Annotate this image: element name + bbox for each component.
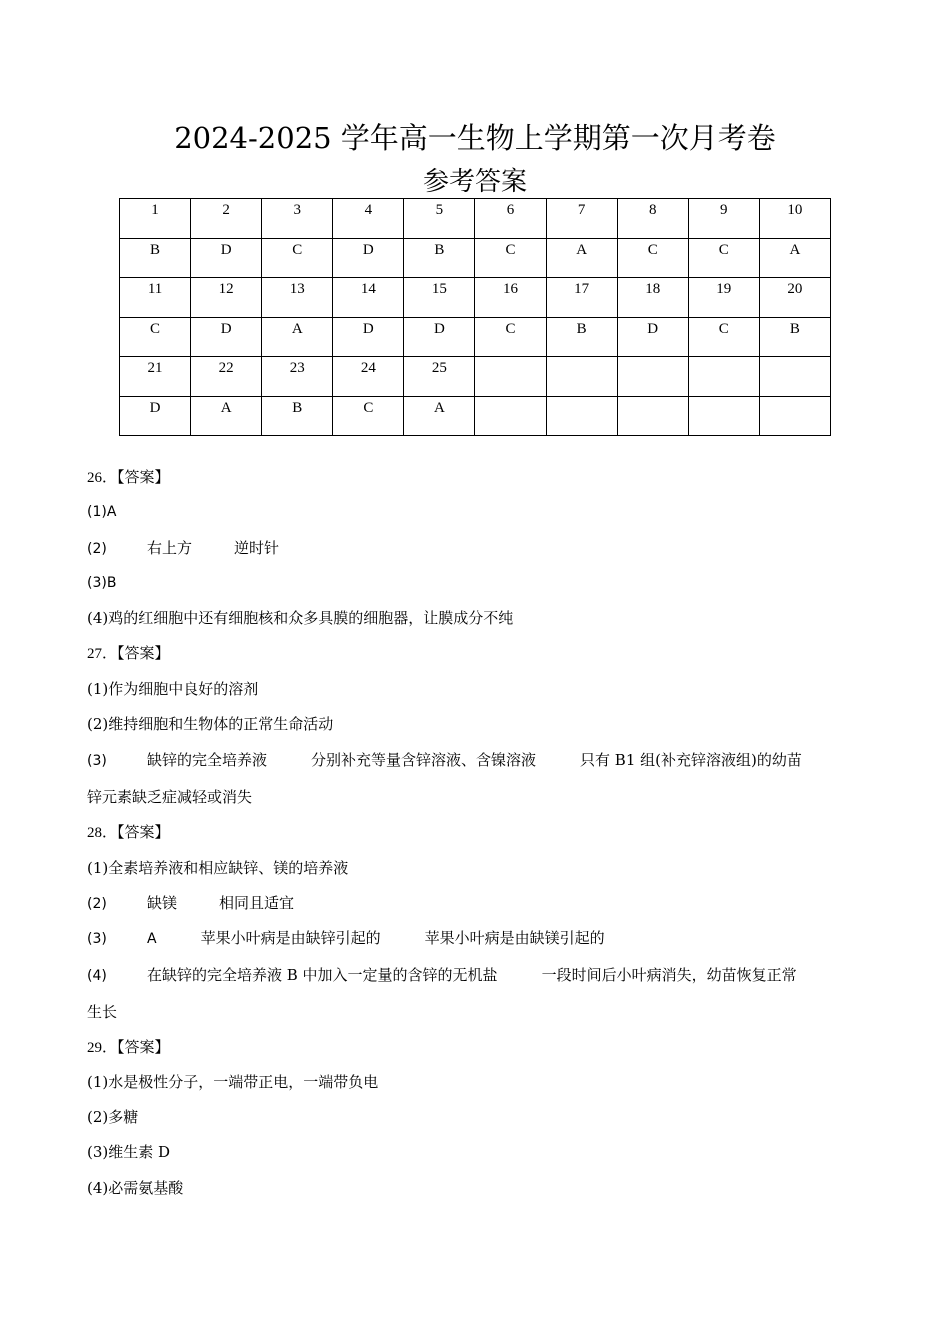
q28-answer-2-label: (2) — [87, 895, 107, 912]
q29-answer-1: (1)水是极性分子，一端带正电，一端带负电 — [87, 1072, 379, 1091]
q28-answer-4-label: (4) — [87, 967, 107, 984]
answer-cell: C — [333, 396, 404, 436]
question-number-cell — [688, 357, 759, 397]
page-title: 2024-2025 学年高一生物上学期第一次月考卷 — [174, 121, 776, 155]
answer-cell: A — [404, 396, 475, 436]
question-number-cell: 8 — [617, 199, 688, 239]
answer-table-answer-row — [120, 396, 831, 436]
q29-header: 29．【答案】 — [87, 1039, 170, 1056]
q28-answer-4-continued: 生长 — [87, 1002, 118, 1021]
answer-cell: A — [191, 396, 262, 436]
question-number-cell: 15 — [404, 278, 475, 318]
q26-answer-4: (4)鸡的红细胞中还有细胞核和众多具膜的细胞器，让膜成分不纯 — [87, 609, 514, 628]
q29-section — [87, 1030, 867, 1065]
question-number-cell: 12 — [191, 278, 262, 318]
question-number-cell: 18 — [617, 278, 688, 318]
page-subtitle: 参考答案 — [422, 167, 527, 197]
q26-header: 26．【答案】 — [87, 470, 170, 486]
q27-section — [87, 636, 867, 671]
q28-answer-3-part2: 苹果小叶病是由缺锌引起的 — [200, 929, 381, 948]
q28-answer-3-part3: 苹果小叶病是由缺镁引起的 — [424, 929, 605, 948]
q26-answer-1: (1)A — [87, 504, 117, 521]
answer-cell: A — [546, 238, 617, 278]
answer-cell: D — [191, 317, 262, 357]
q28-answer-1: (1)全素培养液和相应缺锌、镁的培养液 — [87, 858, 349, 877]
answer-cell — [475, 396, 546, 436]
answer-cell: C — [475, 238, 546, 278]
answer-cell: C — [475, 317, 546, 357]
q29-answer-2: (2)多糖 — [87, 1108, 139, 1127]
q26-answer-2-part2: 逆时针 — [234, 538, 280, 557]
answer-cell: B — [404, 238, 475, 278]
q26-answer-2-part1: 右上方 — [147, 538, 193, 557]
answer-cell: D — [333, 317, 404, 357]
question-number-cell: 21 — [120, 357, 191, 397]
question-number-cell: 17 — [546, 278, 617, 318]
q27-answer-2: (2)维持细胞和生物体的正常生命活动 — [87, 715, 334, 734]
q28-answer-2-part2: 相同且适宜 — [219, 893, 295, 912]
answer-cell: C — [262, 238, 333, 278]
q27-answer-3-label: (3) — [87, 753, 107, 770]
q27-answer-3-part1: 缺锌的完全培养液 — [147, 751, 268, 770]
answer-cell: D — [120, 396, 191, 436]
answer-cell: D — [333, 238, 404, 278]
answer-table-answer-row — [120, 317, 831, 357]
question-number-cell: 22 — [191, 357, 262, 397]
question-number-cell: 25 — [404, 357, 475, 397]
answer-table-number-row — [120, 278, 831, 318]
answer-cell — [546, 396, 617, 436]
q26-section — [87, 460, 867, 495]
answer-cell: C — [688, 317, 759, 357]
question-number-cell: 7 — [546, 199, 617, 239]
answer-cell — [617, 396, 688, 436]
q28-answer-4 — [87, 957, 867, 994]
answer-table-number-row — [120, 357, 831, 397]
answer-cell: C — [688, 238, 759, 278]
q27-answer-3-part3: 只有 B1 组(补充锌溶液组)的幼苗 — [580, 751, 802, 770]
answer-content — [87, 460, 867, 1206]
q29-answer-4: (4)必需氨基酸 — [87, 1178, 184, 1197]
q26-answer-3: (3)B — [87, 574, 117, 591]
answer-table — [119, 198, 831, 436]
answer-cell: C — [617, 238, 688, 278]
question-number-cell: 24 — [333, 357, 404, 397]
q28-header: 28．【答案】 — [87, 825, 170, 842]
q27-answer-1: (1)作为细胞中良好的溶剂 — [87, 679, 259, 698]
question-number-cell: 3 — [262, 199, 333, 239]
question-number-cell: 10 — [759, 199, 830, 239]
question-number-cell: 16 — [475, 278, 546, 318]
answer-cell: C — [120, 317, 191, 357]
q28-answer-2 — [87, 886, 867, 921]
question-number-cell: 2 — [191, 199, 262, 239]
answer-cell: B — [262, 396, 333, 436]
question-number-cell: 1 — [120, 199, 191, 239]
q28-section — [87, 815, 867, 850]
answer-cell: B — [546, 317, 617, 357]
q27-answer-3 — [87, 742, 867, 779]
answer-table-number-row — [120, 199, 831, 239]
q28-answer-3-label: (3) — [87, 931, 107, 948]
question-number-cell — [759, 357, 830, 397]
q28-answer-4-part2: 一段时间后小叶病消失，幼苗恢复正常 — [541, 965, 797, 984]
answer-cell: A — [262, 317, 333, 357]
question-number-cell: 4 — [333, 199, 404, 239]
answer-table-answer-row — [120, 238, 831, 278]
answer-cell: A — [759, 238, 830, 278]
question-number-cell — [546, 357, 617, 397]
question-number-cell — [617, 357, 688, 397]
answer-cell: D — [404, 317, 475, 357]
q26-answer-2-label: (2) — [87, 540, 107, 557]
question-number-cell: 19 — [688, 278, 759, 318]
q28-answer-3 — [87, 921, 867, 956]
answer-cell — [688, 396, 759, 436]
q27-answer-3-part2: 分别补充等量含锌溶液、含镍溶液 — [311, 751, 537, 770]
answer-cell: D — [617, 317, 688, 357]
answer-cell: B — [759, 317, 830, 357]
q27-header: 27．【答案】 — [87, 646, 170, 663]
question-number-cell: 9 — [688, 199, 759, 239]
question-number-cell: 23 — [262, 357, 333, 397]
question-number-cell — [475, 357, 546, 397]
q28-answer-3-part1: A — [147, 931, 157, 948]
question-number-cell: 6 — [475, 199, 546, 239]
question-number-cell: 14 — [333, 278, 404, 318]
answer-cell: D — [191, 238, 262, 278]
q29-answer-3: (3)维生素 D — [87, 1143, 171, 1162]
question-number-cell: 11 — [120, 278, 191, 318]
q26-answer-2 — [87, 531, 867, 566]
answer-cell: B — [120, 238, 191, 278]
q28-answer-4-part1: 在缺锌的完全培养液 B 中加入一定量的含锌的无机盐 — [147, 965, 498, 984]
answer-cell — [759, 396, 830, 436]
q28-answer-2-part1: 缺镁 — [147, 893, 178, 912]
question-number-cell: 20 — [759, 278, 830, 318]
question-number-cell: 5 — [404, 199, 475, 239]
q27-answer-3-continued: 锌元素缺乏症减轻或消失 — [87, 788, 253, 807]
question-number-cell: 13 — [262, 278, 333, 318]
